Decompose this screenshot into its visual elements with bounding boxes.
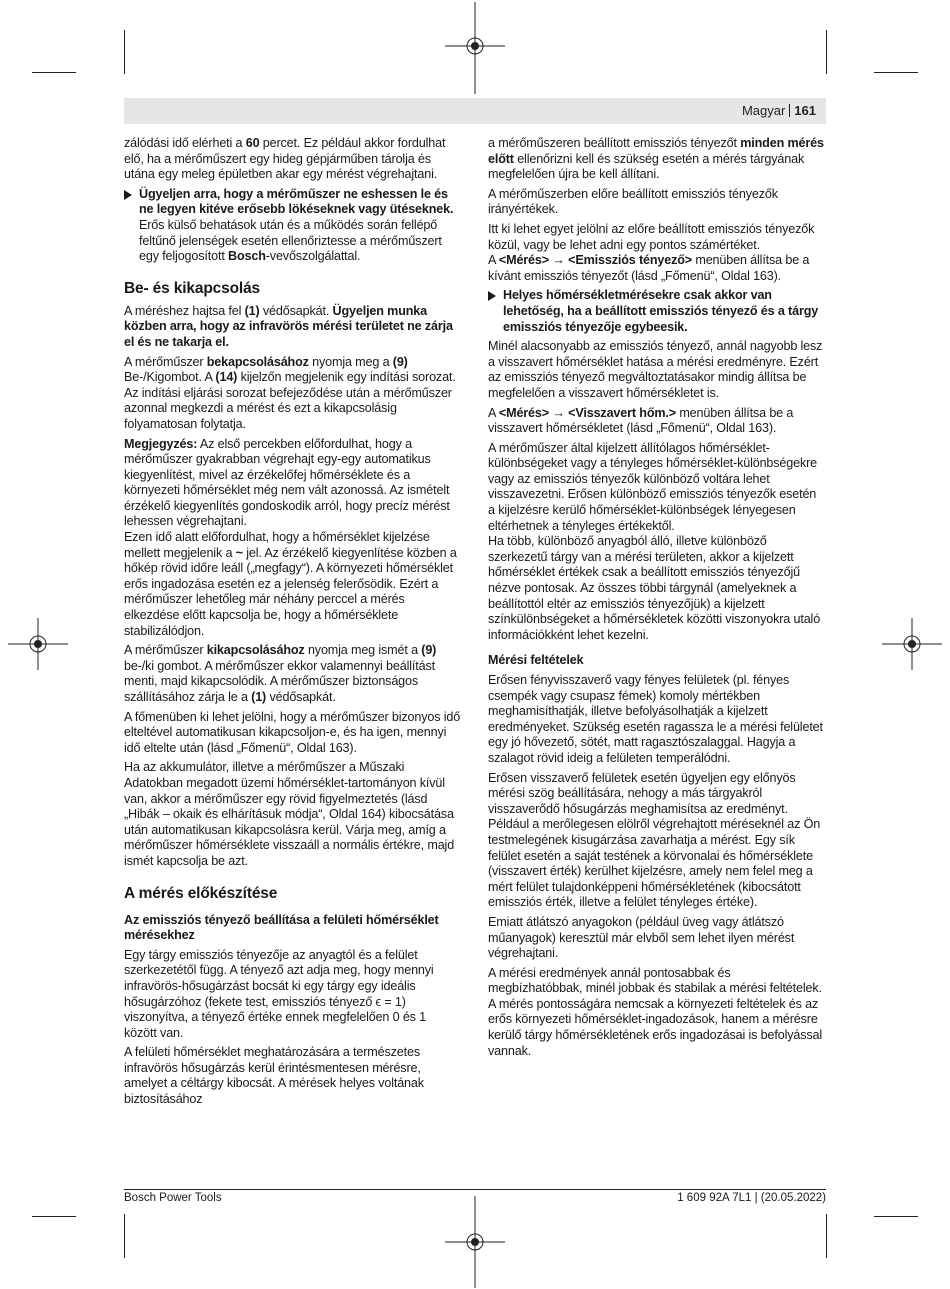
warning-bullet [124,187,461,265]
right-column [488,136,825,1063]
footer-doc-id: 1 609 92A 7L1 | (20.05.2022) [677,1192,826,1204]
registration-mark-left [8,614,68,674]
registration-mark-right [882,614,942,674]
bullet-triangle-icon [488,291,496,301]
paragraph: A <Mérés> → <Visszavert hőm.> menüben állítsa be a visszavert hőmérsékletet (lásd „Főmenü“, Oldal 163). [488,405,794,436]
paragraph: A <Mérés> → <Emissziós tényező> menüben állítsa be a kívánt emissziós tényezőt (lásd „Főmenü“, Oldal 163). [488,253,810,283]
crop-mark [826,1214,827,1258]
paragraph: Erősen visszaverő felületek esetén ügyeljen egy előnyös mérési szög beállítására, nehogy a más tárgyakról visszaverődő hősugárzás meghamisítsa az eredményt. Például a merőlegesen elölről végrehajtott méréseknél az Ön testmelegének kisugárzása zavarhatja a mérést. Egy sík felület esetén a saját testének a körvonalai és hőmérséklete (visszavert érték) kerülhet kijelzésre, amely nem felel meg a mért felület tulajdonképpeni hőmérsékletének (kibocsátott emissziós érték, illetve a felület tényleges értéke). [488,770,821,910]
crop-mark [32,1216,76,1217]
crop-mark [874,72,918,73]
paragraph: Ha több, különböző anyagból álló, illetve különböző szerkezetű tárgy van a mérési területen, akkor a kijelzett hőmérséklet értékek csak a beállított emissziós tényezőjű nézve pontosak. Az összes többi tárgynál (amelyeknek a beállítottól eltér az emissziós tényezőjük) a kijelzett színkülönbségeket a hőmérsékletek közötti viszonyokra utaló információkként lehet kezelni. [488,534,821,642]
page-number: 161 [794,103,816,118]
paragraph: A felületi hőmérséklet meghatározására a természetes infravörös hősugárzás kerül érintésmentesen mérésre, amelyet a céltárgy kibocsát. A mérések helyes voltának biztosításához [124,1045,424,1107]
paragraph: A mérőműszerben előre beállított emissziós tényezők irányértékek. [488,186,778,217]
bullet-triangle-icon [124,190,132,200]
left-column [124,136,461,1112]
paragraph: Megjegyzés: Az első percekben előfordulhat, hogy a mérőműszer gyakrabban végrehajt egy-egy automatikus kiegyenlítést, mivel az érzékelőfej hőmérséklete és a környezeti hőmérséklet még nem vált azonossá. Az ismételt érzékelő kiegyenlítés gondoskodik arról, hogy precíz mérést lehessen végrehajtani. [124,436,450,529]
registration-mark-top [445,2,505,94]
registration-mark-bottom [445,1196,505,1288]
paragraph: A mérőműszer által kijelzett állítólagos hőmérséklet-különbségeket vagy a tényleges hőmérséklet-különbségekre vagy az emissziós tényezők különböző voltára lehet visszavezetni. Erősen különböző emissziós tényezők esetén a kijelzésre kerülő hőmérséklet-különbségek lényegesen eltérhetnek a tényleges értékektől. [488,440,818,533]
paragraph: Itt ki lehet egyet jelölni az előre beállított emissziós tényezők közül, vagy be lehet adni egy pontos számértéket. [488,221,815,252]
crop-mark [874,1216,918,1217]
paragraph: Ezen idő alatt előfordulhat, hogy a hőmérséklet kijelzése mellett megjelenik a ~ jel. Az érzékelő kiegyenlítése közben a hőkép rövid időre leáll („megfagy“). A környezeti hőmérséklet erős ingadozása esetén ez a jelenség felerősödik. Ezért a mérőműszer lehetőleg már néhány perccel a mérés elkezdése előtt kapcsolja be, hogy a hőmérséklete stabilizálódjon. [124,530,457,638]
paragraph: A mérési eredmények annál pontosabbak és megbízhatóbbak, minél jobbak és stabilak a mérési feltételek. A mérés pontosságára nemcsak a környezeti feltételek és az erős környezeti hőmérséklet-ingadozások, hanem a mérésre kerülő tárgy hőmérsékletének erős ingadozásai is befolyással vannak. [488,965,823,1058]
paragraph: a mérőműszeren beállított emissziós tényezőt minden mérés előtt ellenőrizni kell és szükség esetén a mérés tárgyának megfelelően újra be kell állítani. [488,136,824,182]
bullet-text: Ügyeljen arra, hogy a mérőműszer ne eshessen le és ne legyen kitéve erősebb lökéseknek vagy ütéseknek. Erős külső behatások után és a működés során fellépő feltűnő jelenségek esetén ellenőriztesse a mérőműszert egy feljogosított Bosch-vevőszolgálattal. [139,186,454,264]
paragraph: A mérőműszer bekapcsolásához nyomja meg a (9) Be-/Kigombot. A (14) kijelzőn megjelenik egy indítási sorozat. Az indítási eljárási sorozat befejeződése után a mérőműszer azonnal megkezdi a mérést és ezt a kikapcsolásig folyamatosan folytatja. [124,354,456,431]
subsection-heading: Az emissziós tényező beállítása a felületi hőmérséklet mérésekhez [124,912,439,943]
crop-mark [32,72,76,73]
paragraph: Erősen fényvisszaverő vagy fényes felületek (pl. fényes csempék vagy csupasz fémek) komoly mértékben meghamisíthatják, illetve befolyásolhatják a kijelzett eredményeket. Szükség esetén ragassza le a mérési felületet egy jó hővezető, sötét, matt ragasztószalaggal. Hagyja a szalagot rövid ideig a felületen temperálódni. [488,673,823,765]
paragraph: Egy tárgy emissziós tényezője az anyagtól és a felület szerkezetétől függ. A tényező azt adja meg, hogy mennyi infravörös-hősugárzást bocsát ki egy tárgy egy ideális hősugárzóhoz (fekete test, emissziós tényező ϵ = 1) viszonyítva, a tényező értéke ennek megfelelően 0 és 1 között van. [124,947,434,1040]
crop-mark [124,30,125,74]
paragraph: Emiatt átlátszó anyagokon (például üveg vagy átlátszó műanyagok) keresztül már elvből sem lehet ilyen mérést végrehajtani. [488,914,795,961]
paragraph: Minél alacsonyabb az emissziós tényező, annál nagyobb lesz a visszavert hőmérséklet hatása a mérési eredményre. Ezért az emissziós tényező megváltoztatásakor mindig állítsa be megfelelően a visszavert hőmérsékletet is. [488,339,823,400]
paragraph: A főmenüben ki lehet jelölni, hogy a mérőműszer bizonyos idő elteltével automatikusan kikapcsoljon-e, és ha igen, mennyi idő eltelte után (lásd „Főmenü“, Oldal 163). [124,709,461,755]
section-heading: A mérés előkészítése [124,884,278,902]
paragraph: zálódási idő elérheti a 60 percet. Ez például akkor fordulhat elő, ha a mérőműszert egy hideg gépjárműben tárolja és utána egy meleg épületben akar egy mérést végrehajtani. [124,136,446,182]
header-language: Magyar [741,103,786,118]
footer-rule [124,1189,826,1190]
crop-mark [124,1214,125,1258]
paragraph: A méréshez hajtsa fel (1) védősapkát. Ügyeljen munka közben arra, hogy az infravörös mérési területet ne zárja el és ne takarja el. [124,303,453,349]
warning-bullet [488,288,825,335]
paragraph: Ha az akkumulátor, illetve a mérőműszer a Műszaki Adatokban megadott üzemi hőmérséklet-tartományon kívül van, akkor a mérőműszer egy rövid figyelmeztetés (lásd „Hibák – okaik és elhárításuk módja“, Oldal 164) kibocsátása után automatikusan kikapcsolásra kerül. Várja meg, amíg a mérőműszer hőmérséklete visszaáll a normális értékre, majd ismét kapcsolja be azt. [124,760,455,868]
page-header [742,103,816,118]
bullet-text: Helyes hőmérsékletmérésekre csak akkor van lehetőség, ha a beállított emissziós tényező és a tárgy emissziós tényezője egybeesik. [503,288,819,334]
paragraph: A mérőműszer kikapcsolásához nyomja meg ismét a (9) be-/ki gombot. A mérőműszer ekkor valamennyi beállítást menti, majd kikapcsolódik. A mérőműszer biztonságos szállításához zárja le a (1) védősapkát. [124,643,437,704]
footer-brand: Bosch Power Tools [124,1192,222,1204]
section-heading: Be- és kikapcsolás [124,279,261,297]
subsection-heading: Mérési feltételek [488,653,584,668]
crop-mark [826,30,827,74]
header-band [124,98,826,124]
